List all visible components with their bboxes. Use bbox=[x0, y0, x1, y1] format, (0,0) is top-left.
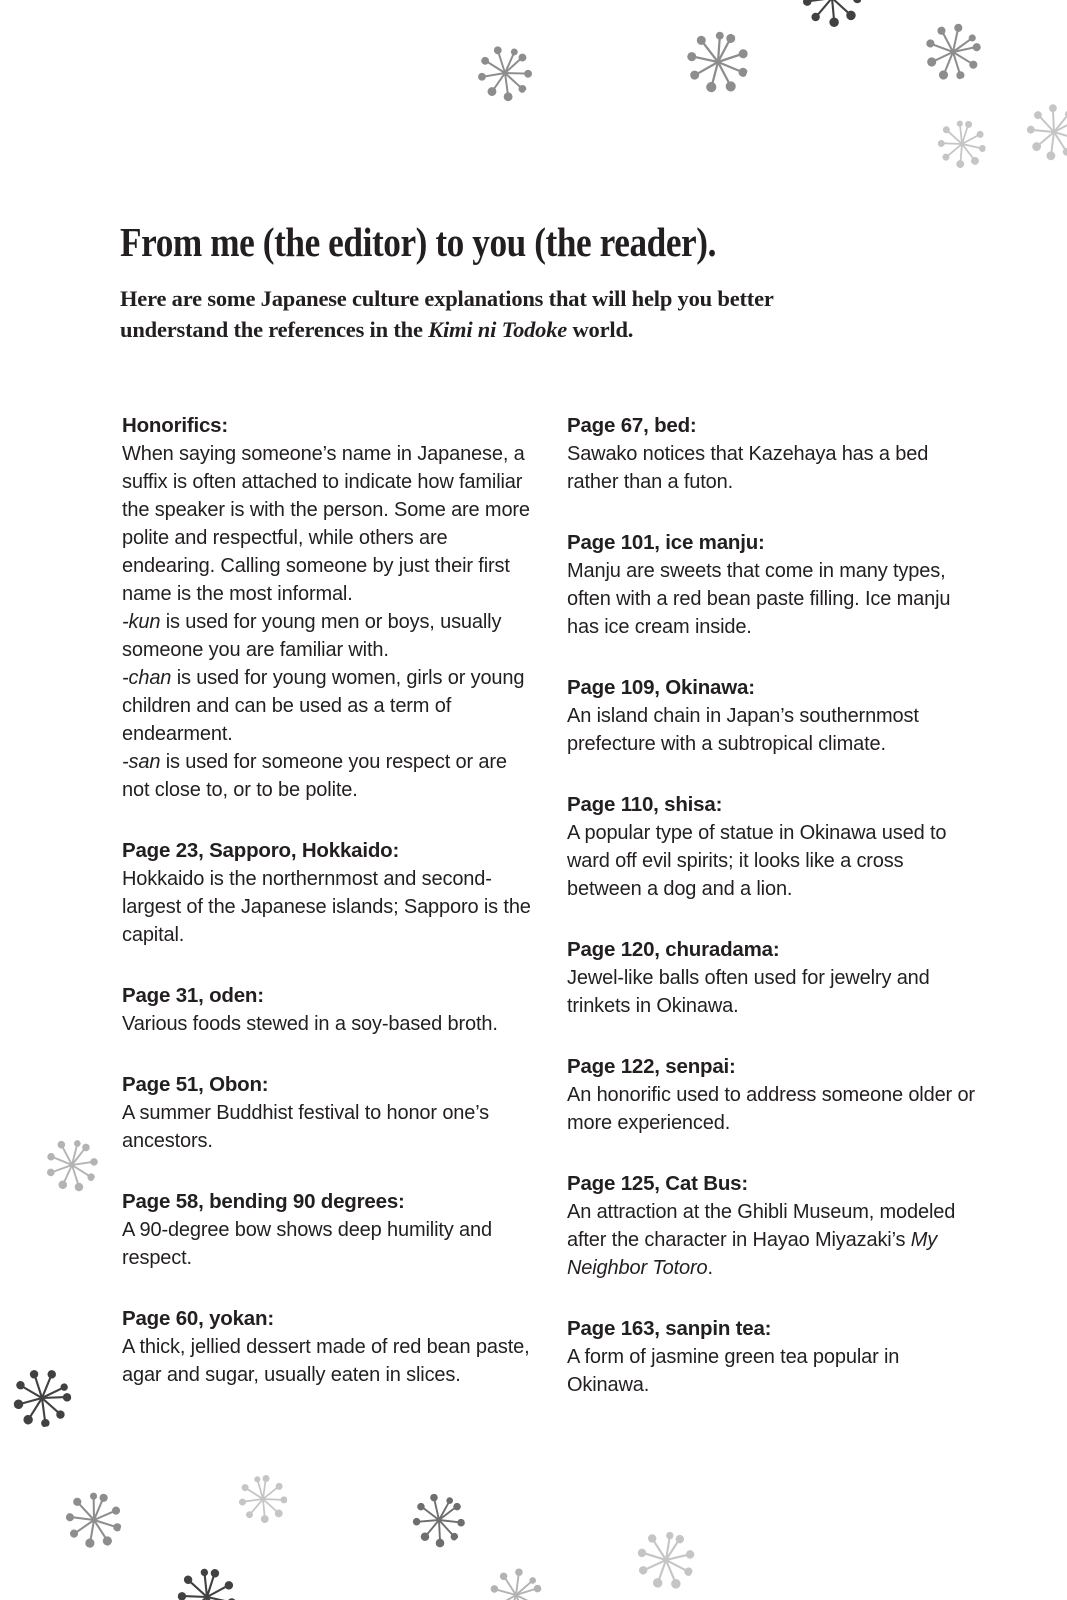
glossary-entry bbox=[567, 1170, 980, 1282]
glossary-entry-title: Page 101, ice manju: bbox=[567, 531, 765, 554]
glossary-column-left bbox=[122, 412, 535, 1389]
glossary bbox=[122, 412, 980, 1399]
glossary-entry bbox=[567, 529, 980, 641]
snowflake-icon bbox=[467, 35, 543, 111]
page-header bbox=[120, 220, 1000, 345]
snowflake-icon bbox=[239, 1475, 287, 1523]
page-subtitle: Here are some Japanese culture explanations that will help you better understand the references in the Kimi ni Todoke world. bbox=[120, 286, 774, 343]
glossary-entry-title: Page 120, churadama: bbox=[567, 938, 780, 961]
snowflake-icon bbox=[36, 1129, 107, 1200]
glossary-entry-title: Page 60, yokan: bbox=[122, 1307, 274, 1330]
glossary-entry bbox=[122, 837, 535, 949]
glossary-entry bbox=[122, 412, 535, 804]
glossary-entry-title: Page 125, Cat Bus: bbox=[567, 1172, 748, 1195]
glossary-entry bbox=[122, 982, 535, 1038]
glossary-entry bbox=[567, 1053, 980, 1137]
glossary-entry-title: Page 122, senpai: bbox=[567, 1055, 736, 1078]
snowflake-icon bbox=[934, 116, 990, 172]
glossary-entry bbox=[567, 674, 980, 758]
glossary-entry-body: A thick, jellied dessert made of red bean paste, agar and sugar, usually eaten in slices. bbox=[122, 1336, 530, 1386]
glossary-entry bbox=[567, 936, 980, 1020]
glossary-entry-title: Honorifics: bbox=[122, 414, 228, 437]
glossary-entry-body: An attraction at the Ghibli Museum, modeled after the character in Hayao Miyazaki’s My Neighbor Totoro. bbox=[567, 1201, 956, 1279]
glossary-entry-body: A popular type of statue in Okinawa used to ward off evil spirits; it looks like a cross between a dog and a lion. bbox=[567, 822, 947, 900]
glossary-entry-body: A summer Buddhist festival to honor one’s ancestors. bbox=[122, 1102, 490, 1152]
snowflake-icon bbox=[627, 1521, 704, 1598]
glossary-entry-title: Page 109, Okinawa: bbox=[567, 676, 755, 699]
glossary-entry-title: Page 31, oden: bbox=[122, 984, 264, 1007]
glossary-entry-body: A form of jasmine green tea popular in Okinawa. bbox=[567, 1346, 900, 1396]
glossary-entry bbox=[122, 1188, 535, 1272]
snowflake-icon bbox=[60, 1486, 129, 1555]
glossary-entry-title: Page 67, bed: bbox=[567, 414, 697, 437]
glossary-entry bbox=[122, 1305, 535, 1389]
glossary-entry-title: Page 58, bending 90 degrees: bbox=[122, 1190, 405, 1213]
glossary-entry-body: An island chain in Japan’s southernmost prefecture with a subtropical climate. bbox=[567, 705, 919, 755]
glossary-entry-body: Manju are sweets that come in many types, often with a red bean paste filling. Ice manju has ice cream inside. bbox=[567, 560, 951, 638]
glossary-entry bbox=[567, 791, 980, 903]
snowflake-icon bbox=[173, 1563, 240, 1600]
snowflake-icon bbox=[803, 0, 861, 27]
glossary-entry bbox=[567, 412, 980, 496]
snowflake-icon bbox=[678, 22, 757, 101]
glossary-entry bbox=[567, 1315, 980, 1399]
snowflake-icon bbox=[402, 1483, 476, 1557]
snowflake-icon bbox=[917, 16, 989, 88]
glossary-entry-title: Page 23, Sapporo, Hokkaido: bbox=[122, 839, 400, 862]
snowflake-icon bbox=[8, 1364, 75, 1431]
glossary-entry-title: Page 51, Obon: bbox=[122, 1073, 269, 1096]
glossary-entry-title: Page 163, sanpin tea: bbox=[567, 1317, 772, 1340]
glossary-entry-body: Jewel-like balls often used for jewelry and trinkets in Okinawa. bbox=[567, 967, 930, 1017]
glossary-entry-body: When saying someone’s name in Japanese, a suffix is often attached to indicate how familiar the speaker is with the person. Some are more polite and respectful, while others are endearing. Calling someone by just their first name is the most informal. -kun is used for young men or boys, usually someone you are familiar with. -chan is used for young women, girls or young children and can be used as a term of endearment. -san is used for someone you respect or are not close to, or to be polite. bbox=[122, 443, 530, 801]
glossary-entry-body: Sawako notices that Kazehaya has a bed rather than a futon. bbox=[567, 443, 929, 493]
snowflake-icon bbox=[481, 1560, 550, 1600]
snowflake-icon bbox=[1016, 94, 1067, 169]
glossary-entry-title: Page 110, shisa: bbox=[567, 793, 723, 816]
glossary-entry-body: Various foods stewed in a soy-based broth. bbox=[122, 1013, 498, 1035]
glossary-column-right bbox=[567, 412, 980, 1399]
glossary-entry-body: Hokkaido is the northernmost and second-largest of the Japanese islands; Sapporo is the capital. bbox=[122, 868, 531, 946]
glossary-entry-body: An honorific used to address someone older or more experienced. bbox=[567, 1084, 975, 1134]
glossary-entry-body: A 90-degree bow shows deep humility and respect. bbox=[122, 1219, 492, 1269]
page-title: From me (the editor) to you (the reader). bbox=[120, 219, 716, 265]
glossary-entry bbox=[122, 1071, 535, 1155]
